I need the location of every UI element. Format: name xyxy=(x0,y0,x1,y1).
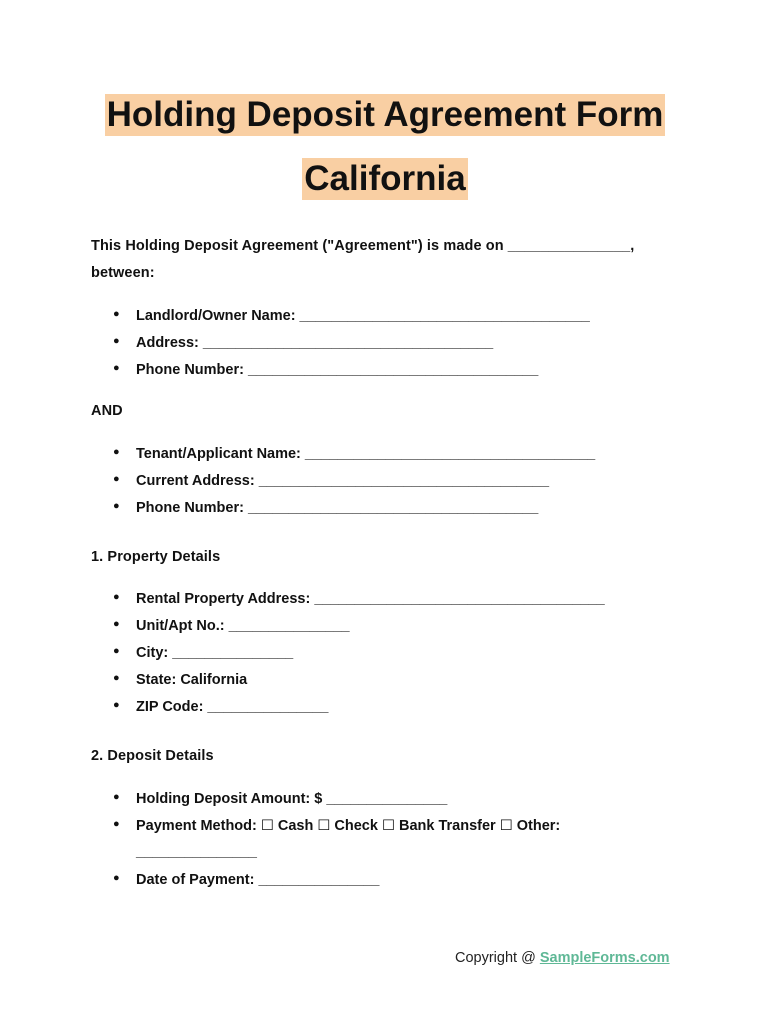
copyright-footer xyxy=(455,950,670,966)
title-line-1-wrap xyxy=(0,94,770,136)
bullet-icon: ● xyxy=(113,818,120,830)
zip-code-field[interactable]: ZIP Code: _______________ xyxy=(136,699,329,715)
tenant-address-field[interactable]: Current Address: ____________________________________ xyxy=(136,473,550,489)
bullet-icon: ● xyxy=(113,362,120,374)
tenant-list xyxy=(113,446,595,527)
state-field: State: California xyxy=(136,672,248,688)
payment-method-options[interactable]: Payment Method: ☐ Cash ☐ Check ☐ Bank Transfer ☐ Other: xyxy=(136,818,561,834)
intro-line-2: between: xyxy=(91,265,155,281)
bullet-icon: ● xyxy=(113,645,120,657)
list-item xyxy=(113,818,560,872)
landlord-list xyxy=(113,308,590,389)
date-of-payment-field[interactable]: Date of Payment: _______________ xyxy=(136,872,380,888)
tenant-phone-field[interactable]: Phone Number: ____________________________________ xyxy=(136,500,539,516)
list-item xyxy=(113,618,605,645)
payment-other-blank[interactable]: _______________ xyxy=(136,844,257,860)
landlord-address-field[interactable]: Address: ____________________________________ xyxy=(136,335,494,351)
bullet-icon: ● xyxy=(113,872,120,884)
list-item xyxy=(113,872,560,899)
bullet-icon: ● xyxy=(113,699,120,711)
document-subtitle-state: California xyxy=(304,159,466,198)
bullet-icon: ● xyxy=(113,446,120,458)
list-item xyxy=(113,308,590,335)
city-field[interactable]: City: _______________ xyxy=(136,645,294,661)
list-item xyxy=(113,473,595,500)
tenant-name-field[interactable]: Tenant/Applicant Name: ____________________________________ xyxy=(136,446,596,462)
bullet-icon: ● xyxy=(113,618,120,630)
bullet-icon: ● xyxy=(113,473,120,485)
rental-property-address-field[interactable]: Rental Property Address: ____________________________________ xyxy=(136,591,605,607)
list-item xyxy=(113,591,605,618)
bullet-icon: ● xyxy=(113,335,120,347)
bullet-icon: ● xyxy=(113,591,120,603)
bullet-icon: ● xyxy=(113,672,120,684)
intro-line-1: This Holding Deposit Agreement ("Agreement") is made on _______________, xyxy=(91,238,635,254)
list-item xyxy=(113,335,590,362)
deposit-details-list xyxy=(113,791,560,899)
landlord-phone-field[interactable]: Phone Number: ____________________________________ xyxy=(136,362,539,378)
list-item xyxy=(113,362,590,389)
list-item xyxy=(113,446,595,473)
list-item xyxy=(113,645,605,672)
bullet-icon: ● xyxy=(113,791,120,803)
list-item xyxy=(113,791,560,818)
unit-apt-field[interactable]: Unit/Apt No.: _______________ xyxy=(136,618,350,634)
title-line-2-wrap xyxy=(0,158,770,200)
copyright-prefix: Copyright @ xyxy=(455,950,540,966)
brand-link[interactable]: SampleForms.com xyxy=(539,950,670,966)
and-label: AND xyxy=(91,403,123,419)
list-item xyxy=(113,500,595,527)
list-item xyxy=(113,672,605,699)
bullet-icon: ● xyxy=(113,500,120,512)
bullet-icon: ● xyxy=(113,308,120,320)
section-1-heading: 1. Property Details xyxy=(91,549,221,565)
deposit-amount-field[interactable]: Holding Deposit Amount: $ _______________ xyxy=(136,791,448,807)
document-title: Holding Deposit Agreement Form xyxy=(106,95,664,134)
list-item xyxy=(113,699,605,726)
property-details-list xyxy=(113,591,605,726)
landlord-name-field[interactable]: Landlord/Owner Name: ____________________________________ xyxy=(136,308,590,324)
section-2-heading: 2. Deposit Details xyxy=(91,748,214,764)
